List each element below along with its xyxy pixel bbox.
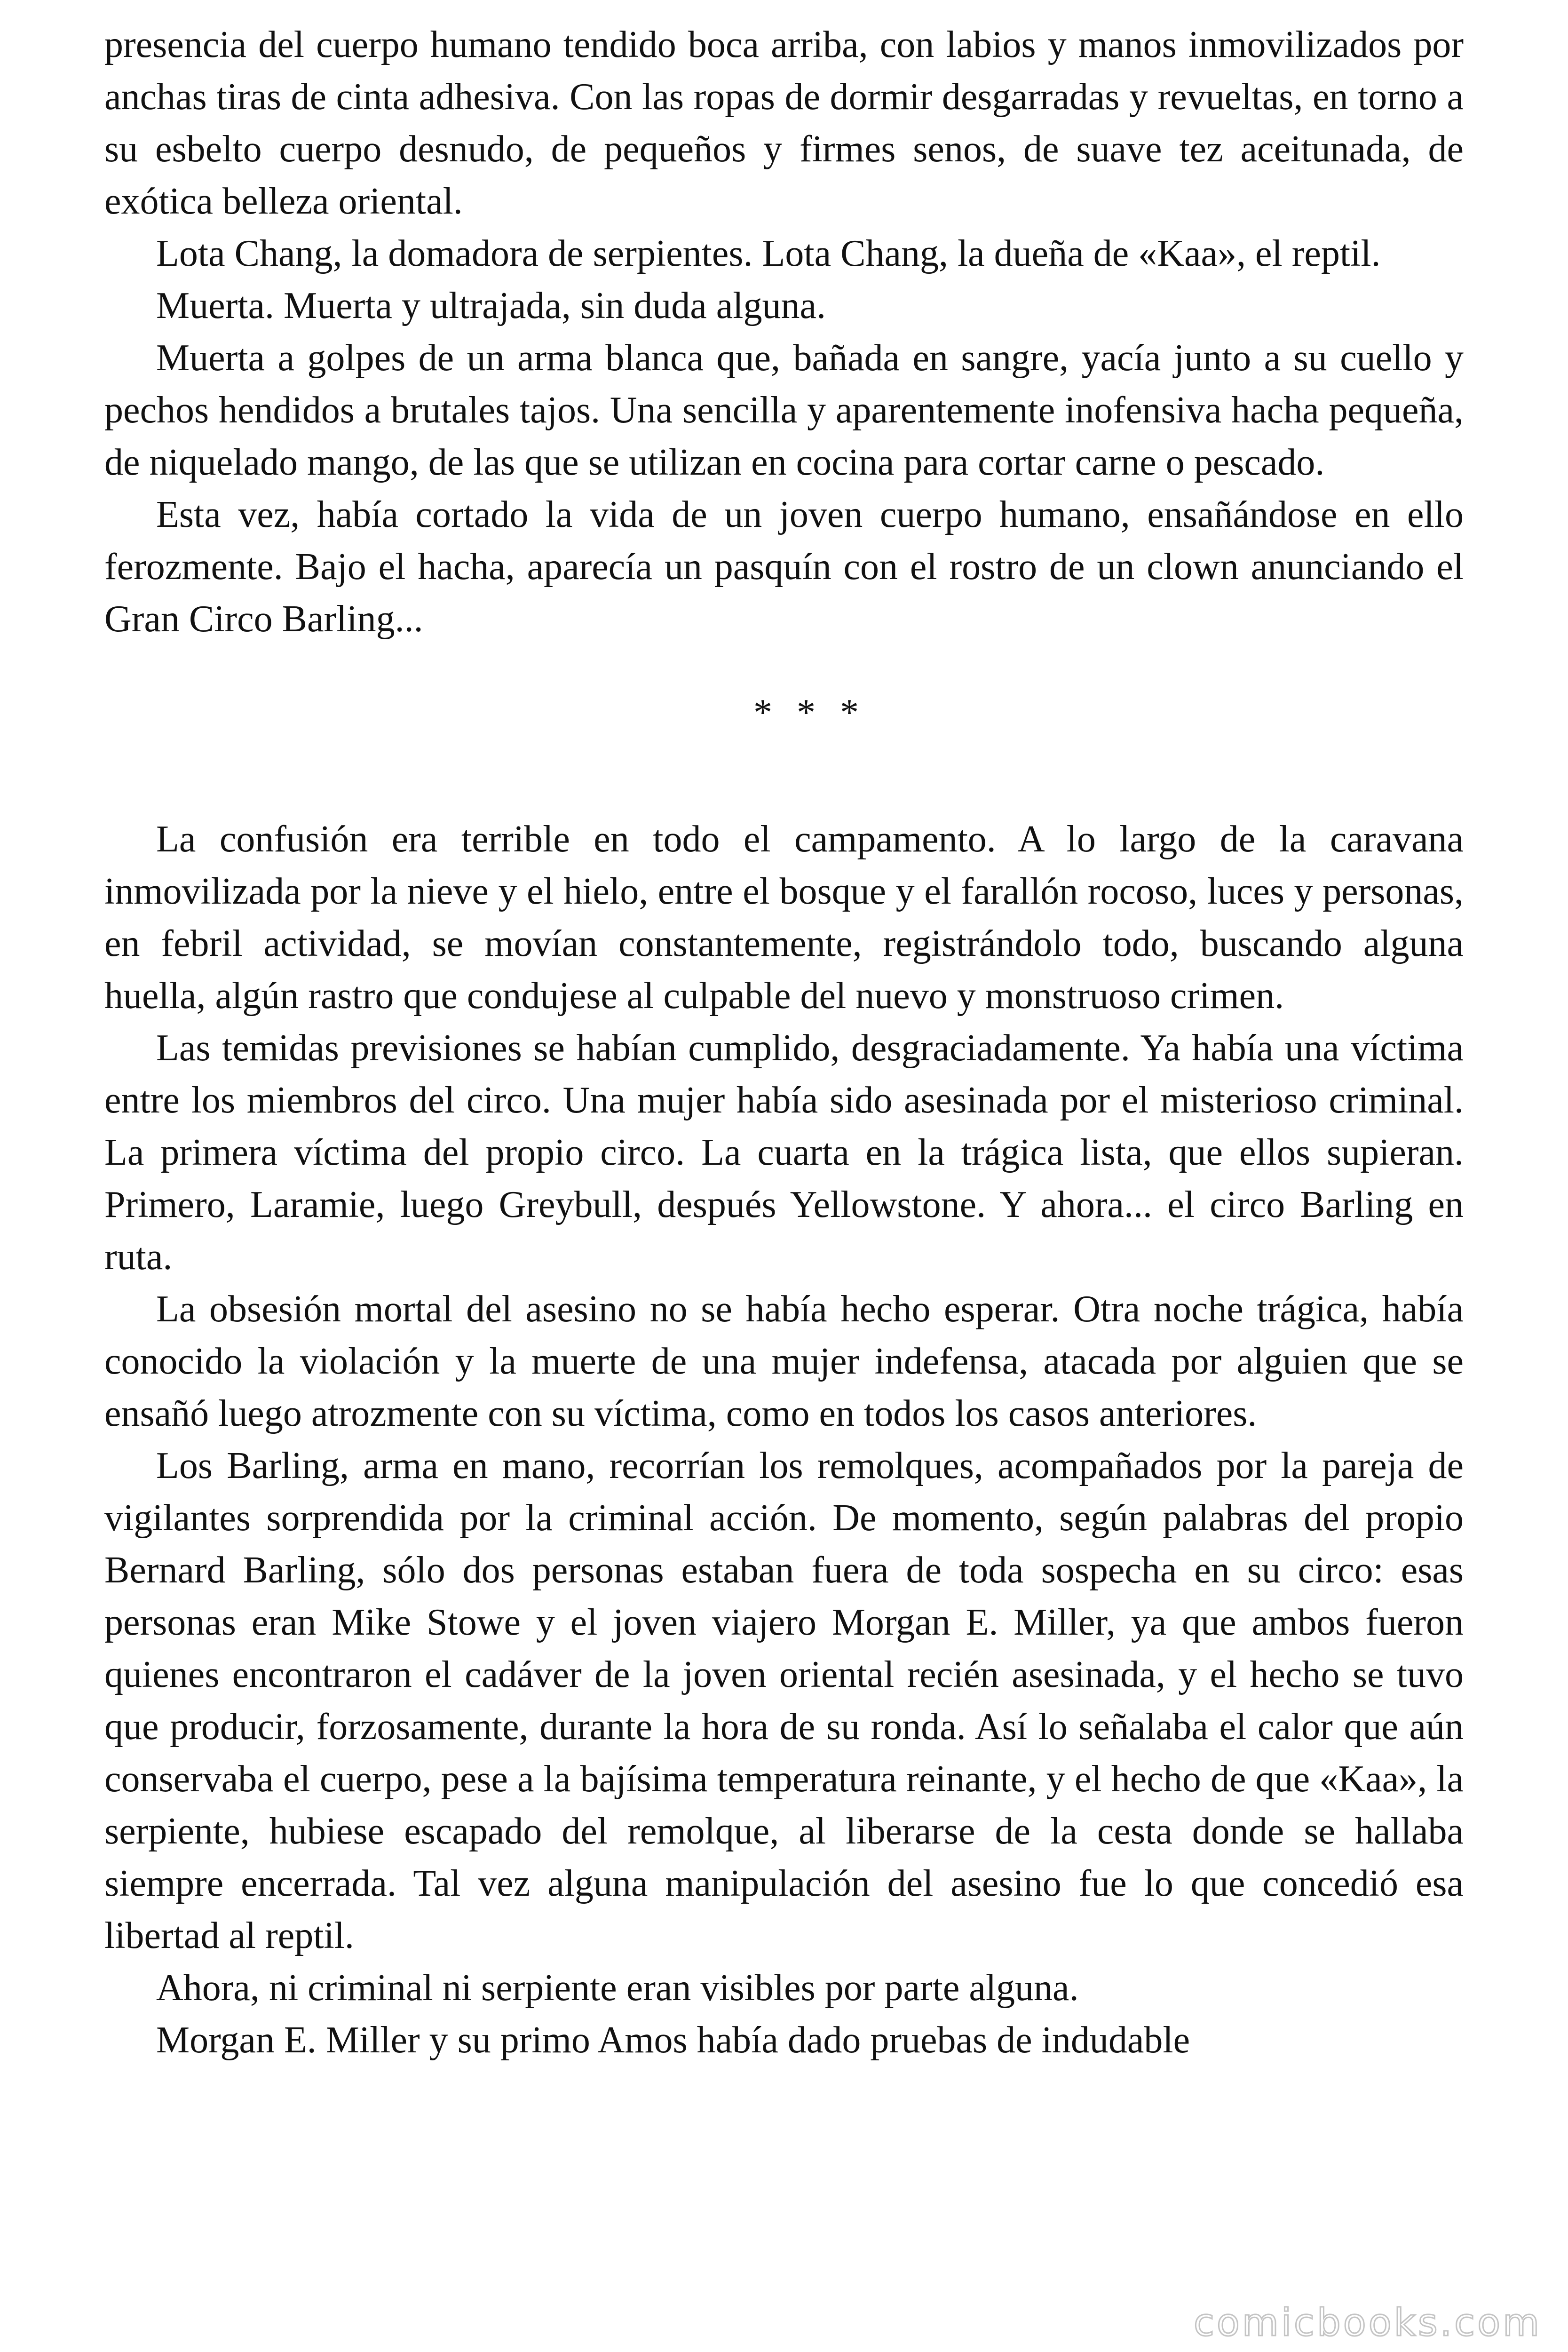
paragraph: Ahora, ni criminal ni serpiente eran visibles por parte alguna. [156, 1967, 1079, 2009]
paragraph: La obsesión mortal del asesino no se había hecho esperar. Otra noche trágica, había conocido la violación y la muerte de una mujer indefensa, atacada por alguien que se ensañó luego atrozmente con su víctima, como en todos los casos anteriores. [104, 1288, 1464, 1434]
paragraph: Lota Chang, la domadora de serpientes. Lota Chang, la dueña de «Kaa», el reptil. [156, 233, 1381, 274]
paragraph: La confusión era terrible en todo el campamento. A lo largo de la caravana inmovilizada por la nieve y el hielo, entre el bosque y el farallón rocoso, luces y personas, en febril actividad, se movían constantemente, registrándolo todo, buscando alguna huella, algún rastro que condujese al culpable del nuevo y monstruoso crimen. [104, 818, 1464, 1017]
watermark: comicbooks.com [1193, 2301, 1542, 2344]
paragraph: Muerta. Muerta y ultrajada, sin duda alguna. [156, 285, 826, 326]
paragraph: Morgan E. Miller y su primo Amos había dado pruebas de indudable [156, 2019, 1190, 2061]
paragraph: presencia del cuerpo humano tendido boca arriba, con labios y manos inmovilizados por anchas tiras de cinta adhesiva. Con las ropas de dormir desgarradas y revueltas, en torno a su esbelto cuerpo desnudo, de pequeños y firmes senos, de suave tez aceitunada, de exótica belleza oriental. [104, 24, 1464, 222]
paragraph: Muerta a golpes de un arma blanca que, bañada en sangre, yacía junto a su cuello y pechos hendidos a brutales tajos. Una sencilla y aparentemente inofensiva hacha pequeña, de niquelado mango, de las que se utilizan en cocina para cortar carne o pescado. [104, 337, 1464, 483]
paragraph: Esta vez, había cortado la vida de un joven cuerpo humano, ensañándose en ello ferozmente. Bajo el hacha, aparecía un pasquín con el rostro de un clown anunciando el Gran Circo Barling... [104, 494, 1464, 640]
paragraph: Las temidas previsiones se habían cumplido, desgraciadamente. Ya había una víctima entre los miembros del circo. Una mujer había sido asesinada por el misterioso criminal. La primera víctima del propio circo. La cuarta en la trágica lista, que ellos supieran. Primero, Laramie, luego Greybull, después Yellowstone. Y ahora... el circo Barling en ruta. [104, 1027, 1464, 1278]
paragraph: Los Barling, arma en mano, recorrían los remolques, acompañados por la pareja de vigilantes sorprendida por la criminal acción. De momento, según palabras del propio Bernard Barling, sólo dos personas estaban fuera de toda sospecha en su circo: esas personas eran Mike Stowe y el joven viajero Morgan E. Miller, ya que ambos fueron quienes encontraron el cadáver de la joven oriental recién asesinada, y el hecho se tuvo que producir, forzosamente, durante la hora de su ronda. Así lo señalaba el calor que aún conservaba el cuerpo, pese a la bajísima temperatura reinante, y el hecho de que «Kaa», la serpiente, hubiese escapado del remolque, al liberarse de la cesta donde se hallaba siempre encerrada. Tal vez alguna manipulación del asesino fue lo que concedió esa libertad al reptil. [104, 1445, 1464, 1956]
body-text [104, 19, 1464, 2066]
section-separator: * * * [753, 692, 866, 733]
